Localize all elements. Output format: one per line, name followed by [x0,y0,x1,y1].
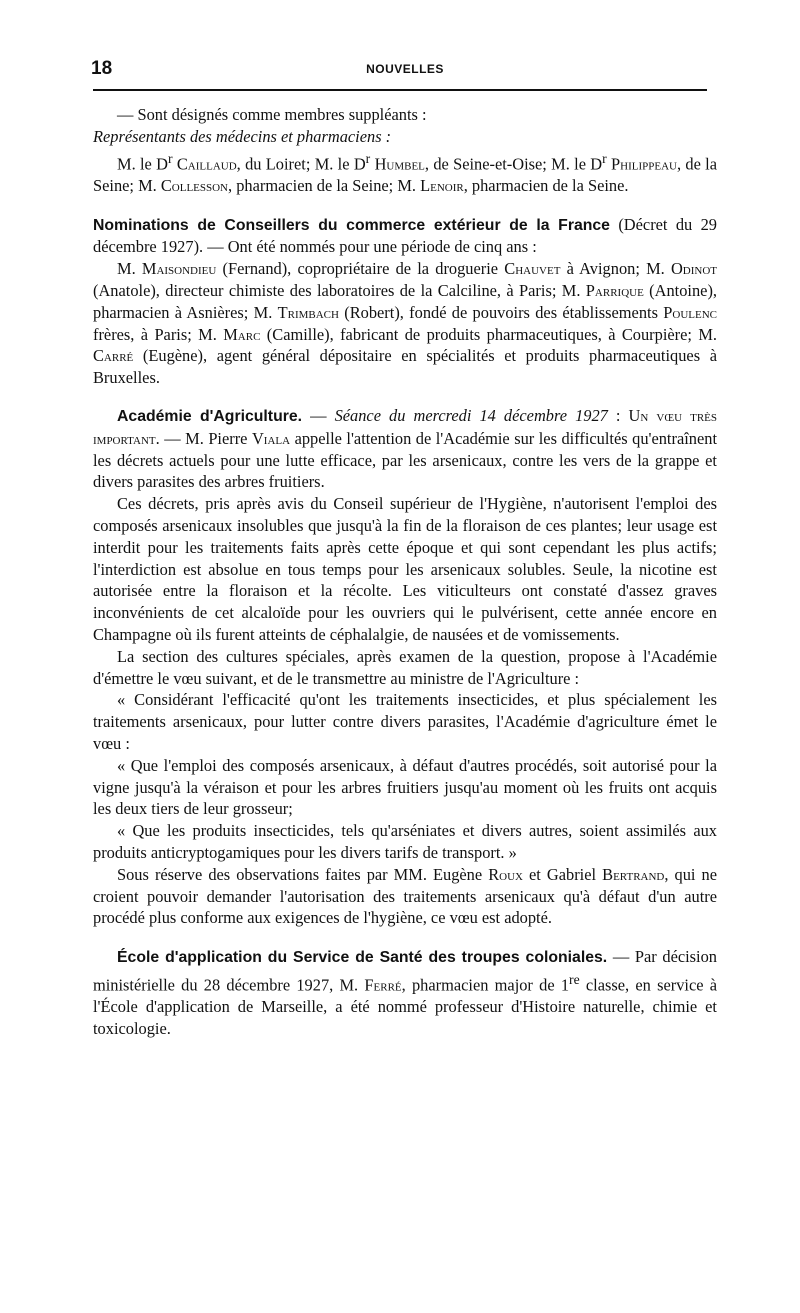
academy-lead: Académie d'Agriculture. — Séance du mercredi 14 décembre 1927 : Un vœu très important. — M. Pierre Viala appelle l'attention de l'Académie sur les difficultés qu'entraînent les décrets actuels pour une lutte efficace, par les arsenicaux, contre les vers de la grappe et divers parasites des arbres fruitiers. [93,406,718,492]
academy-conclusion: Sous réserve des observations faites par MM. Eugène Roux et Gabriel Bertrand, qui ne croient pouvoir demander l'autorisation des traitements arsenicaux qu'à défaut d'un autre procédé plus conforme aux exigences de l'hygiène, ce vœu est adopté. [93,864,717,928]
header-rule [93,89,707,91]
academy-quote: « Que l'emploi des composés arsenicaux, à défaut d'autres procédés, soit autorisé pour la vigne jusqu'à la véraison et pour les arbres fruitiers jusqu'au moment où les fruits ont acquis les deux tiers de leur grosseur; [93,755,717,819]
nominations-lead: Nominations de Conseillers du commerce extérieur de la France (Décret du 29 décembre 1927). — Ont été nommés pour une période de cinq ans : [93,214,717,257]
person-name: Roux [488,864,523,884]
running-title: NOUVELLES [366,62,444,76]
company-name: Poulenc [663,302,717,322]
person-name: Caillaud [176,154,237,174]
person-name: Philippeau [611,154,677,174]
person-name: Maisondieu [141,259,217,279]
person-name: Marc [223,324,261,344]
session-date: Séance du mercredi 14 décembre 1927 [334,406,608,426]
substitutes-list: M. le $D^r$ Caillaud, du Loiret; M. le $D^r$ Humbel, de Seine-et-Oise; M. le $D^r$ Philippeau, de la Seine; M. Collesson, pharmacien de la Seine; M. Lenoir, pharmacien de la Seine. [93,150,718,195]
page-number: 18 [91,58,113,79]
academy-heading: Académie d'Agriculture. [117,408,303,426]
person-name: Humbel [374,154,425,174]
academy-paragraph: La section des cultures spéciales, après examen de la question, propose à l'Académie d'émettre le vœu suivant, et de le transmettre au ministre de l'Agriculture : [93,646,717,688]
section-gap [93,389,717,405]
person-name: Bertrand [602,864,665,884]
person-name: Parrique [585,281,644,301]
person-name: Odinot [670,259,718,279]
person-name: Viala [251,428,291,448]
school-heading: École d'application du Service de Santé des troupes coloniales. [117,949,608,967]
section-gap [93,197,717,214]
person-name: Carré [93,346,134,366]
substitutes-intro: — Sont désignés comme membres suppléants : [117,105,427,124]
substitutes-subtitle: Représentants des médecins et pharmaciens : [93,126,392,146]
running-head [93,58,717,82]
person-name: Collesson [160,175,229,195]
academy-quote: « Que les produits insecticides, tels qu'arséniates et divers autres, soient assimilés aux produits anticryptogamiques pour les divers tarifs de transport. » [93,821,717,862]
person-name: Ferré [364,975,402,995]
nominations-heading: Nominations de Conseillers du commerce extérieur de la France [93,216,610,234]
nominations-list: M. Maisondieu (Fernand), copropriétaire de la droguerie Chauvet à Avignon; M. Odinot (Anatole), directeur chimiste des laboratoires de la Calciline, à Paris; M. Parrique (Antoine), pharmacien à Asnières; M. Trimbach (Robert), fondé de pouvoirs des établissements Poulenc frères, à Paris; M. Marc (Camille), fabricant de produits pharmaceutiques, à Courpière; M. Carré (Eugène), agent général dépositaire en spécialités et produits pharmaceutiques à Bruxelles. [93,259,718,388]
vow-title: Un vœu très important [93,406,718,448]
company-name: Chauvet [504,259,561,279]
school-paragraph: École d'application du Service de Santé des troupes coloniales. — Par décision ministérielle du 28 décembre 1927, M. Ferré, pharmacien major de 1re classe, en service à l'École d'application de Marseille, a été nommé professeur d'Histoire naturelle, chimie et toxicologie. [93,947,718,1039]
person-name: Lenoir [420,175,464,195]
academy-paragraph: Ces décrets, pris après avis du Conseil supérieur de l'Hygiène, n'autorisent l'emploi des composés arsenicaux insolubles que jusqu'à la fin de la floraison de ces plantes; leur usage est interdit pour les traitements faits après cette époque et qui sont cependant les plus actifs; l'interdiction est absolue en tous temps pour les arsenicaux solubles. Seule, la nicotine est autorisée entre la floraison et la récolte. Les viticulteurs ont constaté d'assez graves inconvénients de cet alcaloïde pour les ouvriers qui le pulvérisent, cette année encore en Champagne où ils furent atteints de céphalalgie, de nausées et de vomissements. [93,494,717,644]
academy-quote: « Considérant l'efficacité qu'ont les traitements insecticides, et plus spécialement les traitements arsenicaux, pour lutter contre divers parasites, l'Académie d'agriculture émet le vœu : [93,690,717,753]
section-gap [93,929,717,946]
article-body [93,104,717,1040]
person-name: Trimbach [277,302,339,322]
